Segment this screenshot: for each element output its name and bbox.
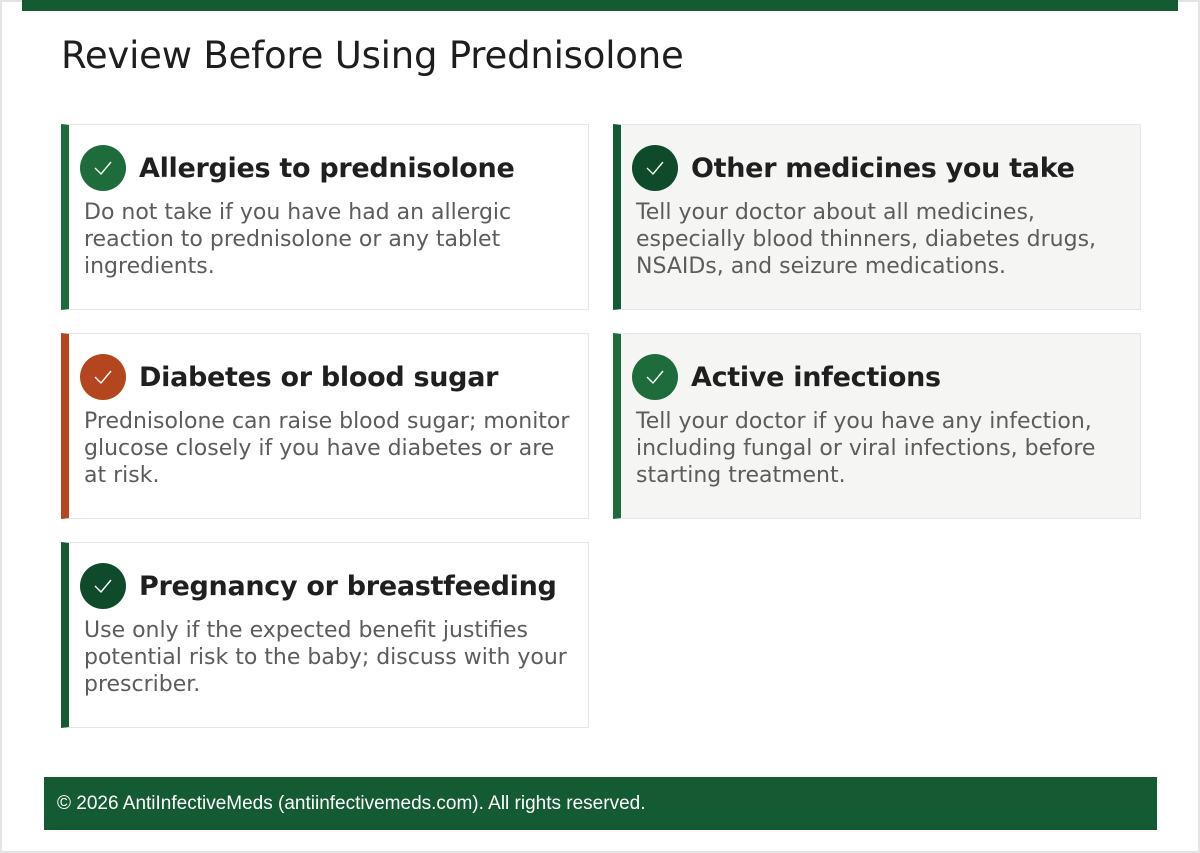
card-title: Active infections bbox=[691, 361, 941, 393]
card-allergies bbox=[61, 124, 589, 310]
card-body: Use only if the expected benefit justifies potential risk to the baby; discuss with your prescriber. bbox=[84, 618, 567, 697]
card-title: Allergies to prednisolone bbox=[139, 152, 515, 184]
card-title: Other medicines you take bbox=[691, 152, 1075, 184]
top-accent-bar bbox=[22, 0, 1178, 11]
card-title: Diabetes or blood sugar bbox=[139, 361, 499, 393]
check-icon bbox=[632, 145, 678, 191]
card-body: Prednisolone can raise blood sugar; monitor glucose closely if you have diabetes or are at risk. bbox=[84, 409, 570, 488]
card-body: Tell your doctor if you have any infection, including fungal or viral infections, before starting treatment. bbox=[636, 409, 1096, 488]
copyright-text: © 2026 AntiInfectiveMeds (antiinfectivemeds.com). All rights reserved. bbox=[57, 792, 646, 814]
footer bbox=[44, 777, 1157, 830]
card-title: Pregnancy or breastfeeding bbox=[139, 570, 557, 602]
check-icon bbox=[80, 563, 126, 609]
card-active-infections bbox=[613, 333, 1141, 519]
card-body: Tell your doctor about all medicines, especially blood thinners, diabetes drugs, NSAIDs, and seizure medications. bbox=[636, 200, 1097, 279]
page-title: Review Before Using Prednisolone bbox=[61, 34, 684, 77]
card-diabetes bbox=[61, 333, 589, 519]
check-icon bbox=[80, 354, 126, 400]
card-other-medicines bbox=[613, 124, 1141, 310]
card-pregnancy bbox=[61, 542, 589, 728]
card-body: Do not take if you have had an allergic reaction to prednisolone or any tablet ingredients. bbox=[84, 200, 512, 279]
check-icon bbox=[80, 145, 126, 191]
check-icon bbox=[632, 354, 678, 400]
